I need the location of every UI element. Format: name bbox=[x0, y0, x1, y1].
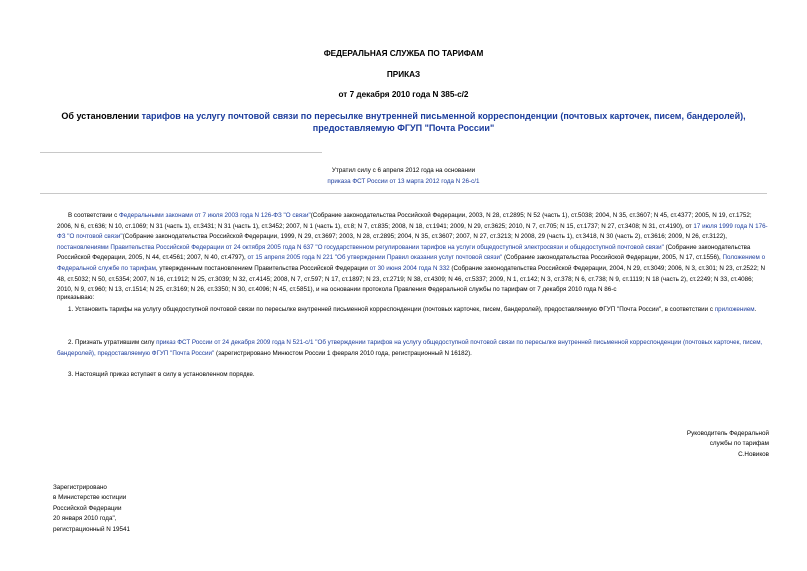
title-prefix: Об установлении bbox=[61, 111, 142, 121]
registration-line-3: Российской Федерации bbox=[53, 504, 122, 512]
page-title bbox=[40, 110, 767, 134]
registration-line-4: 20 января 2010 года", bbox=[53, 515, 117, 523]
order-item-1 bbox=[57, 305, 768, 316]
status-link[interactable]: приказа ФСТ России от 13 марта 2012 года N 26-с/1 bbox=[327, 178, 480, 185]
law-176-link[interactable]: 17 июля 1999 года N 176-ФЗ "О почтовой связи" bbox=[57, 222, 768, 241]
preamble-text-7: (Собрание законодательства Российской Федерации, 2004, N 29, ст.3049; 2006, N 3, ст.301; N 23, ст.2522; N 48, ст.5032; N 50, ст.5354; 2007, N 16, ст.1912; N 25, ст.3039; N 32, ст.4145; 2008, N 7, ст.597; N 17, ст.1897; N 23, ст.2719; N 38, ст.4309; N 46, ст.5337; 2009, N 1, ст.142; N 3, ст.378; N 6, ст.738; N 9, ст.1119; N 18 (часть 2), ст.2249; N 33, ст.4086; 2010, N 9, ст.960; N 13, ст.1514; N 25, ст.3169; N 26, ст.3350; N 30, ст.4096; N 45, ст.5851), и на основании протокола Правления Федеральной службы по тарифам от 7 декабря 2010 года N 86-с bbox=[57, 264, 765, 294]
preamble-paragraph bbox=[57, 211, 768, 296]
agency-heading: ФЕДЕРАЛЬНАЯ СЛУЖБА ПО ТАРИФАМ bbox=[323, 49, 484, 58]
preamble-text-2: (Собрание законодательства Российской Федерации, 2003, N 28, ст.2895; N 52 (часть 1), ст.5038; 2004, N 35, ст.3607; N 45, ст.4377; 2005, N 19, ст.1752; 2006, N 6, ст.636; N 10, ст.1069; N 31 (часть 1), ст.3431; N 31 (часть 1), ст.3452; 2007, N 1 (часть 1), ст.8; N 7, ст.835; 2008, N 18, ст.1941; 2009, N 29, ст.3625; 2010, N 7, ст.705; N 15, ст.1737; N 27, ст.3408; N 31, ст.4190), от bbox=[57, 212, 752, 230]
item3-text: 3. Настоящий приказ вступает в силу в установленном порядке. bbox=[68, 371, 255, 378]
order-item-3 bbox=[57, 370, 768, 381]
item2-text-1: 2. Признать утратившим силу bbox=[68, 339, 157, 346]
status-divider bbox=[40, 193, 767, 194]
decree-332-link[interactable]: от 30 июня 2004 года N 332 bbox=[369, 264, 450, 272]
regulation-link[interactable]: Положением о Федеральной службе по тарифам bbox=[57, 254, 766, 272]
decree-637-link[interactable]: постановлениями Правительства Российской Федерации от 24 октября 2005 года N 637 "О государственном регулировании тарифов на услуги общедоступной электросвязи и общедоступной почтовой связи" bbox=[57, 243, 664, 251]
status-note bbox=[40, 165, 767, 187]
law-126-link[interactable]: Федеральными законами от 7 июля 2003 года N 126-ФЗ "О связи" bbox=[118, 212, 311, 219]
status-text: Утратил силу с 6 апреля 2012 года на основании bbox=[331, 167, 476, 174]
preamble-text-1: В соответствии с bbox=[68, 212, 119, 219]
preamble-text-4: (Собрание законодательства Российской Федерации, 2005, N 44, ст.4561; 2007, N 40, ст.4797), bbox=[57, 243, 751, 262]
signature-line-3: С.Новиков bbox=[738, 450, 769, 458]
order-item-2 bbox=[57, 338, 768, 359]
decree-221-link[interactable]: от 15 апреля 2005 года N 221 "Об утверждении Правил оказания услуг почтовой связи" bbox=[247, 254, 503, 262]
preamble-text-3: (Собрание законодательства Российской Федерации, 1999, N 29, ст.3697; 2003, N 28, ст.2895; 2004, N 35, ст.3607; 2007, N 27, ст.3213; N 2008, 29 (часть 1), ст.3418, N 30 (часть 2), ст.3616; 2009, N 26, ст.3122), bbox=[122, 233, 727, 241]
signature-block bbox=[687, 429, 769, 460]
item1-text-2: . bbox=[754, 306, 757, 313]
signature-line-2: службы по тарифам bbox=[709, 440, 769, 448]
item1-text-1: 1. Установить тарифы на услугу общедоступной почтовой связи по пересылке внутренней письменной корреспонденции (почтовых карточек, писем, бандеролей), предоставляемую ФГУП "Почта России", в соответствии с bbox=[68, 306, 715, 313]
registration-block bbox=[53, 483, 130, 535]
order-521-link[interactable]: приказ ФСТ России от 24 декабря 2009 года N 521-с/1 "Об утверждении тарифов на услугу общедоступной почтовой связи по пересылке внутренней письменной корреспонденции (почтовых карточек, писем, бандеролей), предоставляемую ФГУП "Почта России" bbox=[57, 339, 763, 357]
date-number-heading: от 7 декабря 2010 года N 385-с/2 bbox=[338, 90, 469, 99]
appendix-link[interactable]: приложением bbox=[714, 306, 755, 313]
title-link[interactable]: тарифов на услугу почтовой связи по пересылке внутренней письменной корреспонденции (почтовых карточек, писем, бандеролей), предоставляемую ФГУП "Почта России" bbox=[141, 111, 746, 133]
order-word: приказываю: bbox=[57, 294, 95, 301]
registration-line-5: регистрационный N 19541 bbox=[53, 525, 131, 533]
doc-type-heading: ПРИКАЗ bbox=[386, 70, 421, 79]
signature-line-1: Руководитель Федеральной bbox=[686, 430, 769, 437]
registration-line-1: Зарегистрировано bbox=[53, 484, 107, 491]
preamble-text-6: , утвержденным постановлением Правительства Российской Федерации bbox=[155, 264, 370, 272]
preamble-text-5: (Собрание законодательства Российской Федерации, 2005, N 17, ст.1556), bbox=[502, 254, 723, 262]
registration-line-2: в Министерстве юстиции bbox=[53, 494, 127, 502]
item2-text-2: (зарегистрировано Минюстом России 1 февраля 2010 года, регистрационный N 16182). bbox=[214, 349, 472, 357]
title-divider bbox=[40, 152, 322, 153]
